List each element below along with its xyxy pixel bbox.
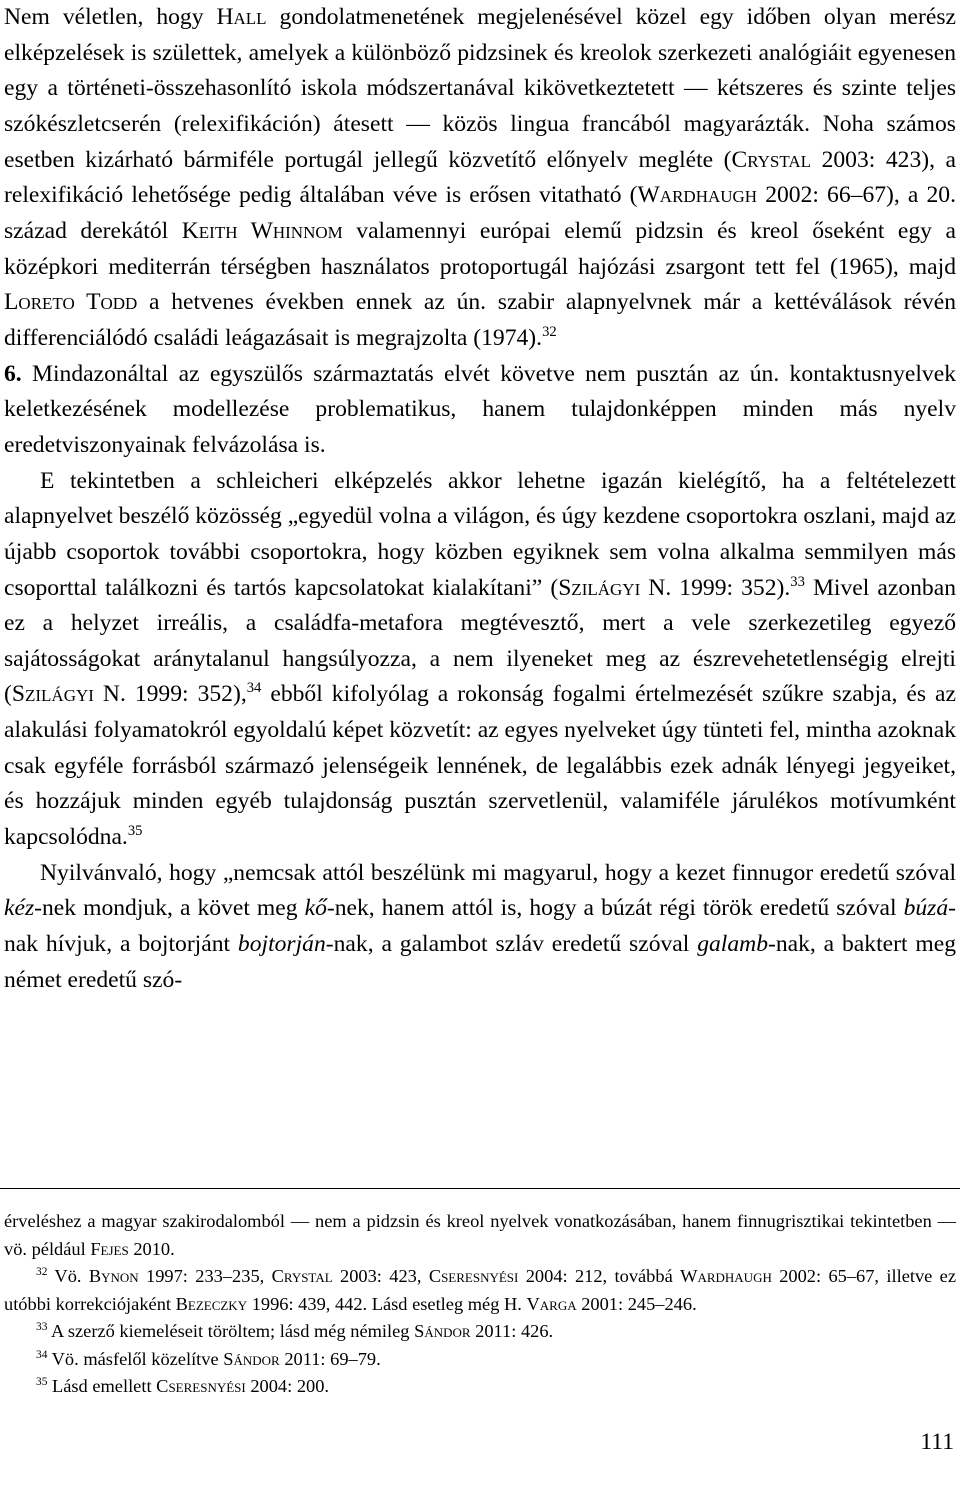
footnote-32: $^{32}$ Vö. Bynon 1997: 233–235, Crystal 2003: 423, Cseresnyési 2004: 212, továbbá Wardhaugh 2002: 65–67, illetve ez utóbbi korrekciójaként Bezeczky 1996: 439, 442. Lásd esetleg még H. Varga 2001: 245–246. — [4, 1265, 957, 1314]
paragraph-1: Nem véletlen, hogy Hall gondolatmenetének megjelenésével közel egy időben olyan merész elképzelések is születtek, amelyek a különböző pidzsinek és kreolok szerkezeti analógiáit egyenesen egy a történeti-összehasonlító iskola módszertanával kikövetkeztetett — kétszeres és szinte teljes szókészletcserén (relexifikáción) átesett — közös lingua francából magyarázták. Noha számos esetben kizárható bármiféle portugál jellegű közvetítő előnyelv megléte (Crystal 2003: 423), a relexifikáció lehetősége pedig általában véve is erősen vitatható (Wardhaugh 2002: 66–67), a 20. század derekától Keith Whinnom valamennyi európai elemű pidzsin és kreol őseként egy a középkori mediterrán térségben használatos protoportugál hajózási zsargont tett fel (1965), majd Loreto Todd a hetvenes években ennek az ún. szabir alapnyelvnek már a kettéválások révén differenciálódó családi leágazásait is megrajzolta (1974).$^{32}$ — [4, 4, 957, 351]
footnote-separator — [0, 1188, 960, 1189]
footnote-33: $^{33}$ A szerző kiemeléseit töröltem; lásd még némileg Sándor 2011: 426. — [36, 1320, 554, 1341]
paragraph-4: Nyilvánvaló, hogy „nemcsak attól beszélünk mi magyarul, hogy a kezet finnugor eredetű szóval kéz-nek mondjuk, a követ meg kő-nek, hanem attól is, hogy a búzát régi török eredetű szóval búzá-nak hívjuk, a bojtorjánt bojtorján-nak, a galambot szláv eredetű szóval galamb-nak, a baktert meg német eredetű szó- — [4, 859, 956, 993]
footnote-35: $^{35}$ Lásd emellett Cseresnyési 2004: 200. — [36, 1375, 330, 1396]
footnotes — [4, 1208, 956, 1401]
main-text — [4, 0, 956, 998]
page-number: 111 — [920, 1429, 954, 1455]
footnote-continuation: érveléshez a magyar szakirodalomból — nem a pidzsin és kreol nyelvek vonatkozásában, hanem finnugrisztikai tekintetben — vö. például Fejes 2010. — [4, 1211, 956, 1259]
footnote-34: $^{34}$ Vö. másfelől közelítve Sándor 2011: 69–79. — [36, 1348, 381, 1369]
paragraph-3: E tekintetben a schleicheri elképzelés akkor lehetne igazán kielégítő, ha a feltételezett alapnyelvet beszélő közösség „egyedül volna a világon, és úgy kezdene csoportokra oszlani, majd az újabb csoportok további csoportokra, hogy közben egyiknek sem volna alkalma semmilyen más csoporttal találkozni és tartós kapcsolatokat kialakítani” (Szilágyi N. 1999: 352).$^{33}$ Mivel azonban ez a helyzet irreális, a családfa-metafora megtévesztő, mert a vele szerkezetileg egyező sajátosságokat aránytalanul hangsúlyozza, a nem ilyeneket meg az észrevehetetlenségig elrejti (Szilágyi N. 1999: 352),$^{34}$ ebből kifolyólag a rokonság fogalmi értelmezését szűkre szabja, és az alakulási folyamatokról egyoldalú képet közvetít: az egyes nyelveket úgy tünteti fel, mintha azoknak csak egyféle forrásból származó jelenségeik lennének, de legalábbis ezek adnák lényegi jegyeiket, és hozzájuk minden egyéb tulajdonság pusztán szervetlenül, valamiféle járulékos motívumként kapcsolódna.$^{35}$ — [4, 467, 956, 851]
paragraph-2: 6. Mindazonáltal az egyszülős származtatás elvét követve nem pusztán az ún. kontaktusnyelvek keletkezésének modellezése problematikus, hanem tulajdonképpen minden más nyelv eredetviszonyainak felvázolása is. — [4, 360, 956, 458]
